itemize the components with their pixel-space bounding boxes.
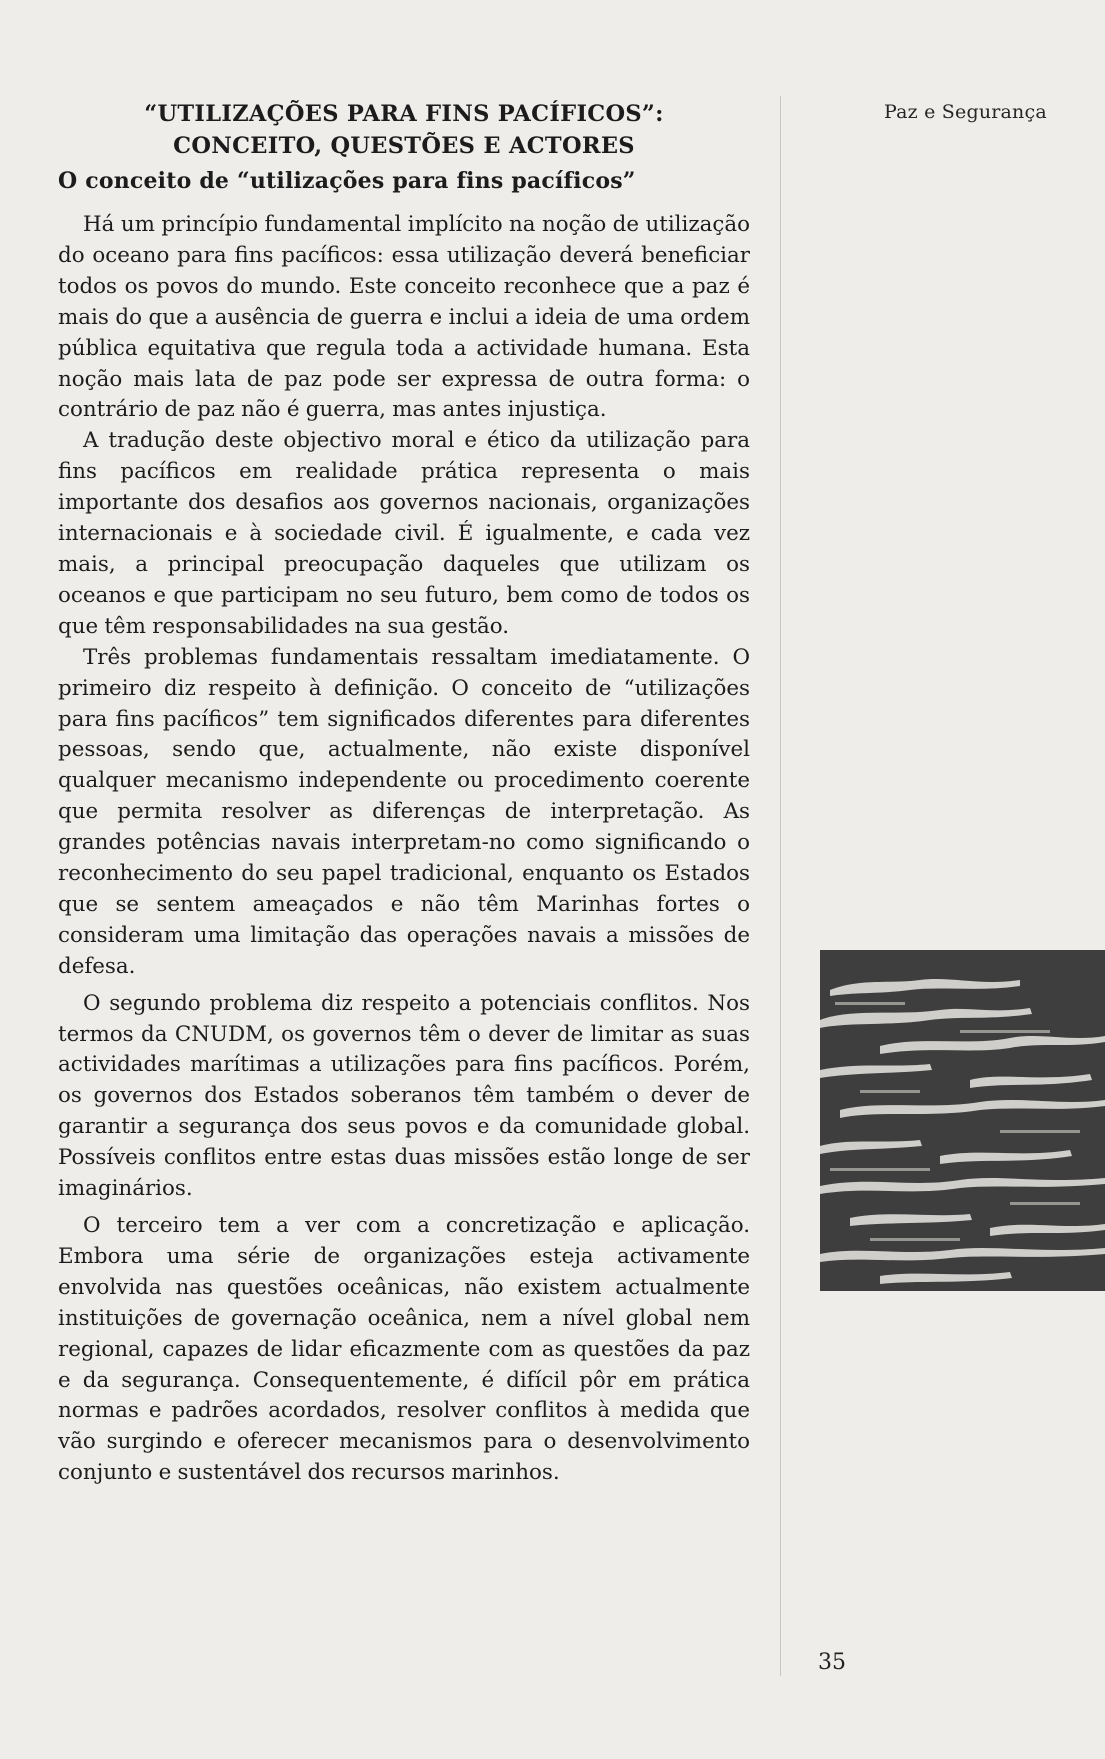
ocean-waves-graphic	[820, 950, 1105, 1291]
column-divider	[780, 96, 781, 1676]
paragraph-4: O segundo problema diz respeito a potenciais conflitos. Nos termos da CNUDM, os governos têm o dever de limitar as suas actividades marítimas a utilizações para fins pacíficos. Porém, os governos dos Estados soberanos têm também o dever de garantir a segurança dos seus povos e da comunidade global. Possíveis conflitos entre estas duas missões estão longe de ser imaginários.	[58, 990, 750, 1202]
paragraph-3: Três problemas fundamentais ressaltam imediatamente. O primeiro diz respeito à definição. O conceito de “utilizações para fins pacíficos” tem significados diferentes para diferentes pessoas, sendo que, actualmente, não existe disponível qualquer mecanismo independente ou procedimento coerente que permita resolver as diferenças de interpretação. As grandes potências navais interpretam-no como significando o reconhecimento do seu papel tradicional, enquanto os Estados que se sentem ameaçados e não têm Marinhas fortes o consideram uma limitação das operações navais a missões de defesa.	[58, 644, 750, 979]
paragraph-5: O terceiro tem a ver com a concretização e aplicação. Embora uma série de organizações esteja activamente envolvida nas questões oceânicas, não existem actualmente instituições de governação oceânica, nem a nível global nem regional, capazes de lidar eficazmente com as questões da paz e da segurança. Consequentemente, é difícil pôr em prática normas e padrões acordados, resolver conflitos à medida que vão surgindo e oferecer mecanismos para o desenvolvimento conjunto e sustentável dos recursos marinhos.	[58, 1213, 750, 1486]
chapter-title-line-2: CONCEITO, QUESTÕES E ACTORES	[173, 133, 635, 159]
paragraph-1: Há um princípio fundamental implícito na noção de utilização do oceano para fins pacíficos: essa utilização deverá beneficiar todos os povos do mundo. Este conceito reconhece que a paz é mais do que a ausência de guerra e inclui a ideia de uma ordem pública equitativa que regula toda a actividade humana. Esta noção mais lata de paz pode ser expressa de outra forma: o contrário de paz não é guerra, mas antes injustiça.	[58, 212, 750, 423]
ocean-waves-image	[820, 950, 1105, 1291]
chapter-title-line-1: “UTILIZAÇÕES PARA FINS PACÍFICOS”:	[144, 101, 664, 127]
running-head: Paz e Segurança	[884, 101, 1047, 123]
page-number: 35	[818, 1650, 846, 1675]
paragraph-2: A tradução deste objectivo moral e ético da utilização para fins pacíficos em realidade prática representa o mais importante dos desafios aos governos nacionais, organizações internacionais e à sociedade civil. É igualmente, e cada vez mais, a principal preocupação daqueles que utilizam os oceanos e que participam no seu futuro, bem como de todos os que têm responsabilidades na sua gestão.	[58, 428, 750, 639]
main-column	[58, 98, 750, 1489]
chapter-title	[58, 98, 750, 162]
section-heading: O conceito de “utilizações para fins pacíficos”	[58, 168, 636, 194]
body-text	[58, 210, 750, 1489]
